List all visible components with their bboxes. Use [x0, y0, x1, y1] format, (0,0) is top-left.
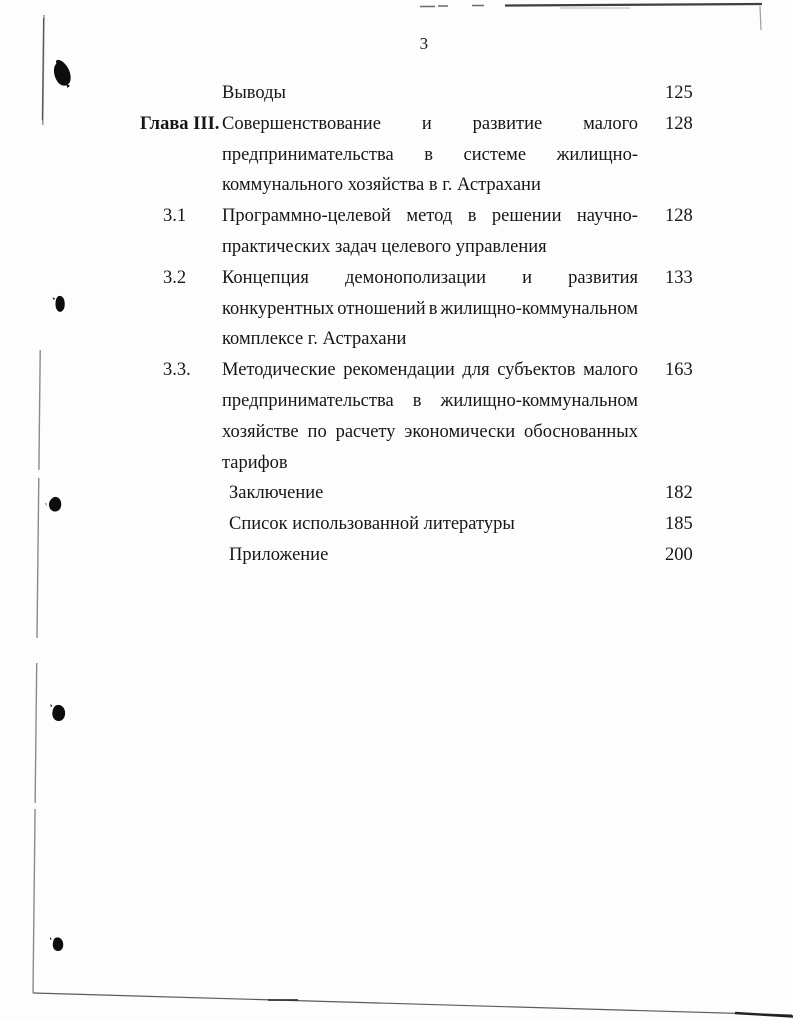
toc-line: коммунального хозяйства в г. Астрахани: [222, 175, 541, 196]
word: жилищно-коммунальном: [440, 298, 638, 319]
word: и: [421, 113, 432, 134]
toc-entry-page: 133: [665, 267, 693, 288]
toc-line: Заключение: [229, 483, 324, 504]
toc-line: [222, 263, 638, 294]
word: хозяйстве: [222, 421, 299, 442]
ink-speck-artifact: [46, 503, 47, 506]
toc-entry-page: 128: [665, 113, 693, 134]
toc-entry-page: 125: [665, 83, 693, 103]
toc-entry-text: [222, 355, 638, 478]
word: Методические: [222, 360, 336, 381]
toc-entry: [140, 355, 696, 478]
toc-entry-page: 185: [665, 514, 693, 535]
word: и: [522, 267, 532, 288]
word: для: [462, 360, 490, 381]
word: в: [424, 144, 433, 165]
word: отношений: [337, 298, 426, 319]
word: малого: [583, 113, 638, 134]
toc-line: [222, 109, 638, 140]
page-edge-top-line: [420, 4, 762, 30]
ink-blot-artifact: [50, 937, 63, 951]
toc-entry-text: [222, 263, 638, 355]
word: экономически: [404, 421, 516, 442]
toc-entry-label: Глава III.: [140, 113, 220, 134]
word: малого: [583, 360, 638, 381]
toc-entry-label: 3.1: [163, 206, 187, 227]
word: обоснованных: [524, 421, 638, 442]
word: предпринимательства: [222, 390, 394, 411]
word: предпринимательства: [222, 144, 394, 165]
word: рекомендации: [343, 360, 455, 381]
toc-entry-text: [222, 509, 638, 540]
toc-entry: [140, 540, 696, 571]
page-edge-bottom-line: [33, 993, 793, 1017]
word: по: [307, 421, 327, 442]
toc-entry-page: 163: [665, 360, 693, 381]
ink-blot-artifact: [49, 497, 61, 512]
page-edge-left-line: [33, 15, 44, 993]
toc-entry-label: 3.3.: [163, 360, 191, 381]
toc-line: комплексе г. Астрахани: [222, 329, 407, 350]
word: Совершенствование: [222, 113, 381, 134]
toc-entry: [140, 201, 696, 263]
page-number: 3: [419, 34, 429, 53]
toc-entry-text: [222, 201, 638, 263]
toc-line: Приложение: [229, 544, 329, 565]
word: расчету: [335, 421, 396, 442]
toc-entry: [140, 509, 696, 540]
word: в: [412, 390, 422, 411]
word: научно-: [576, 206, 638, 227]
toc-entry-label: 3.2: [163, 267, 187, 288]
word: конкурентных: [222, 298, 335, 319]
toc-entry-text: [222, 109, 638, 201]
toc-line: [222, 355, 638, 386]
word: развитие: [472, 113, 543, 134]
toc-line: практических задач целевого управления: [222, 236, 547, 257]
word: жилищно-: [556, 144, 638, 165]
word: метод: [406, 206, 453, 227]
word: субъектов: [497, 360, 576, 381]
toc-line: [222, 386, 638, 417]
toc-entry: [140, 109, 696, 201]
toc-entry-text: [222, 540, 638, 571]
word: развития: [568, 267, 638, 288]
toc-line: [222, 201, 638, 232]
toc-entry-page: 128: [665, 206, 693, 227]
word: решении: [491, 206, 562, 227]
toc-line: Список использованной литературы: [229, 514, 515, 535]
word: Программно-целевой: [222, 206, 391, 227]
word: демонополизации: [344, 267, 486, 288]
toc-line: Выводы: [222, 83, 286, 103]
toc-entry-page: 182: [665, 483, 693, 504]
word: жилищно-коммунальном: [440, 390, 638, 411]
toc-entry-page: 200: [665, 544, 693, 565]
toc-line: [222, 294, 638, 325]
toc-entry: [140, 263, 696, 355]
ink-blot-artifact: [54, 60, 71, 88]
word: в: [428, 298, 438, 319]
toc-entry: [140, 78, 696, 109]
toc-line: [222, 140, 638, 171]
table-of-contents: [140, 78, 696, 571]
ink-blot-artifact: [51, 704, 66, 721]
toc-entry: [140, 478, 696, 509]
ink-blot-artifact: [53, 296, 65, 312]
toc-line: тарифов: [222, 452, 288, 473]
word: системе: [463, 144, 527, 165]
toc-line: [222, 417, 638, 448]
toc-entry-text: [222, 78, 638, 109]
word: в: [467, 206, 477, 227]
word: Концепция: [222, 267, 309, 288]
toc-entry-text: [222, 478, 638, 509]
